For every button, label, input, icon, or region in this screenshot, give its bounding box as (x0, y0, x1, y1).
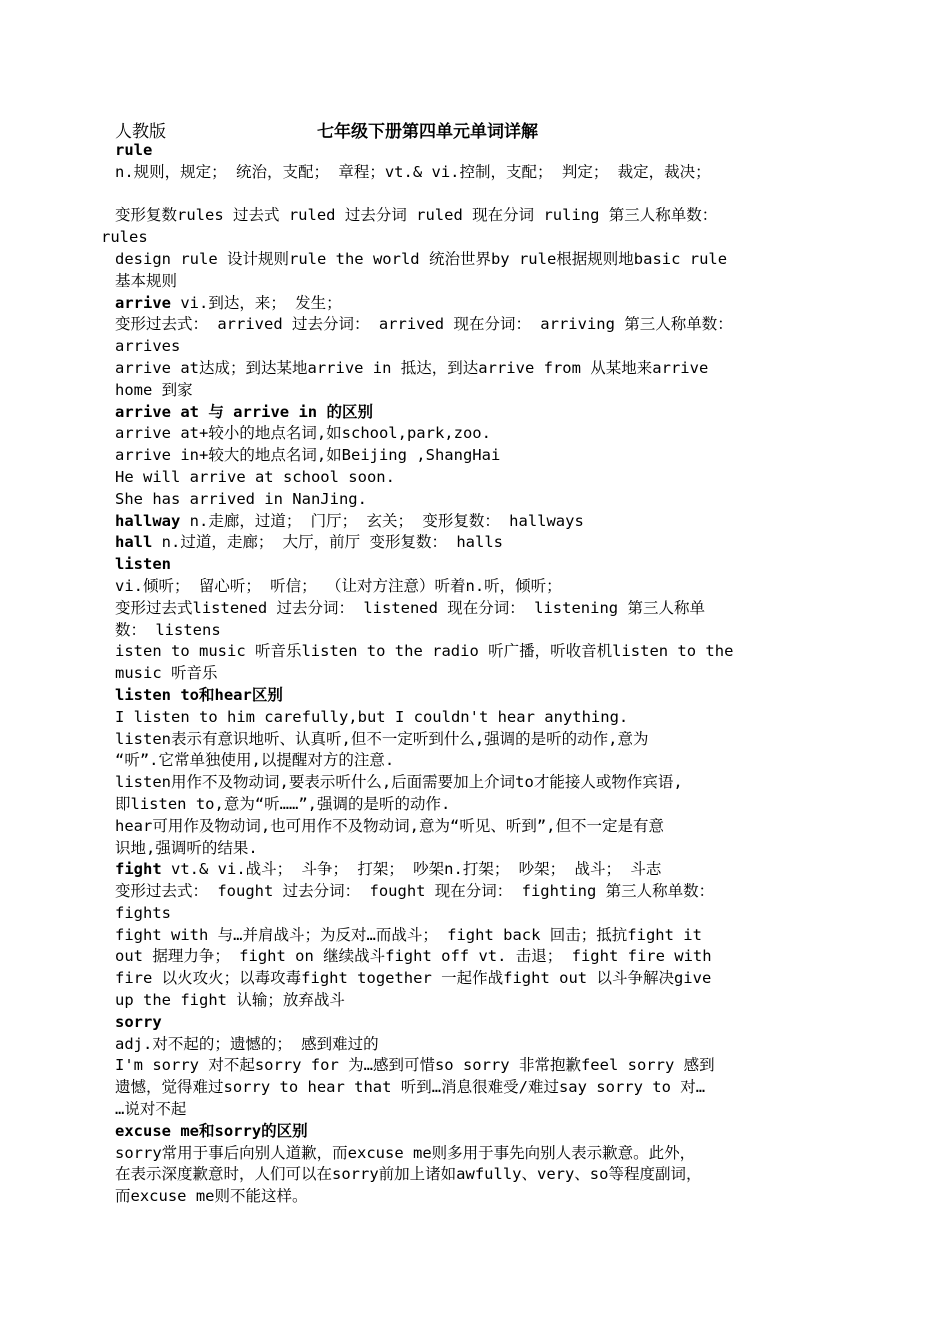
entry-line (115, 293, 820, 315)
document-body (101, 140, 820, 1208)
text-line: 变形过去式： arrived 过去分词： arrived 现在分词： arriving 第三人称单数： (115, 315, 733, 334)
text-line: arrive at达成；到达某地arrive in 抵达，到达arrive from 从某地来arrive (115, 358, 709, 377)
text-line: hear可用作及物动词,也可用作不及物动词,意为“听见、听到”,但不一定是有意 (115, 816, 664, 835)
text-line: 变形过去式listened 过去分词： listened 现在分词： listening 第三人称单 (115, 598, 705, 617)
text-line: I'm sorry 对不起sorry for 为…感到可惜so sorry 非常抱歉feel sorry 感到 (115, 1056, 715, 1075)
definition: vt.& vi.战斗； 斗争； 打架； 吵架n.打架； 吵架； 战斗； 斗志 (161, 860, 662, 879)
text-line: …说对不起 (115, 1100, 187, 1119)
heading-line: excuse me和sorry的区别 (115, 1121, 308, 1140)
text-line: 即listen to,意为“听……”,强调的是听的动作. (115, 794, 451, 813)
definition: vi.到达，来； 发生； (171, 293, 342, 312)
text-line: arrive in+较大的地点名词,如Beijing ,ShangHai (115, 446, 501, 465)
text-line: 基本规则 (115, 271, 178, 290)
text-line: 识地,强调听的结果. (115, 838, 258, 857)
definition: n.过道，走廊； 大厅，前厅 变形复数： halls (152, 533, 503, 552)
text-line: fight with 与…并肩战斗；为反对…而战斗； fight back 回击；抵抗fight it (115, 925, 702, 944)
entry-line (115, 532, 820, 554)
text-line: isten to music 听音乐listen to the radio 听广播，听收音机listen to the (115, 642, 734, 661)
text-line: home 到家 (115, 380, 193, 399)
text-line: listen用作不及物动词,要表示听什么,后面需要加上介词to才能接人或物作宾语, (115, 773, 683, 792)
text-line: sorry常用于事后向别人道歉，而excuse me则多用于事先向别人表示歉意。此外， (115, 1143, 696, 1162)
entry-line (115, 859, 820, 881)
heading-line: listen (115, 555, 171, 574)
blank-line (115, 184, 820, 206)
text-line: “听”.它常单独使用,以提醒对方的注意. (115, 751, 395, 770)
document-header (115, 117, 835, 141)
text-line: out 据理力争； fight on 继续战斗fight off vt. 击退； fight fire with (115, 947, 712, 966)
text-line: He will arrive at school soon. (115, 467, 395, 486)
heading-line: sorry (115, 1012, 162, 1031)
text-line: rules (101, 228, 148, 247)
entry-line (115, 511, 820, 533)
text-line: 变形复数rules 过去式 ruled 过去分词 ruled 现在分词 ruling 第三人称单数： (115, 206, 718, 225)
heading-line: arrive at 与 arrive in 的区别 (115, 402, 373, 421)
definition: n.走廊，过道； 门厅； 玄关； 变形复数： hallways (180, 511, 584, 530)
text-line: She has arrived in NanJing. (115, 489, 367, 508)
headword: hallway (115, 511, 181, 530)
text-line: adj.对不起的；遗憾的； 感到难过的 (115, 1034, 379, 1053)
text-line: 数： listens (115, 620, 221, 639)
text-line: up the fight 认输；放弃战斗 (115, 991, 345, 1010)
text-line: fire 以火攻火；以毒攻毒fight together 一起作战fight out 以斗争解决give (115, 969, 712, 988)
text-line: 变形过去式： fought 过去分词： fought 现在分词： fighting 第三人称单数： (115, 882, 715, 901)
text-line: 在表示深度歉意时，人们可以在sorry前加上诸如awfully、very、so等程度副词， (115, 1165, 702, 1184)
text-line: 而excuse me则不能这样。 (115, 1187, 308, 1206)
text-line: n.规则，规定； 统治，支配； 章程；vt.& vi.控制，支配； 判定； 裁定，裁决； (115, 162, 711, 181)
publisher-label: 人教版 (115, 122, 166, 142)
text-line: listen表示有意识地听、认真听,但不一定听到什么,强调的是听的动作,意为 (115, 729, 649, 748)
text-line: arrive at+较小的地点名词,如school,park,zoo. (115, 424, 491, 443)
text-line: 遗憾，觉得难过sorry to hear that 听到…消息很难受/难过say sorry to 对… (115, 1078, 706, 1097)
text-line: arrives (115, 337, 181, 356)
heading-line: rule (115, 141, 153, 159)
text-line: vi.倾听； 留心听； 听信； （让对方注意）听着n.听，倾听； (115, 576, 562, 595)
text-line: I listen to him carefully,but I couldn't hear anything. (115, 707, 629, 726)
headword: arrive (115, 293, 171, 312)
headword: hall (115, 533, 153, 552)
text-line: design rule 设计规则rule the world 统治世界by rule根据规则地basic rule (115, 249, 728, 268)
text-line: music 听音乐 (115, 664, 218, 683)
headword: fight (115, 860, 162, 879)
heading-line: listen to和hear区别 (115, 685, 283, 704)
text-line: fights (115, 903, 171, 922)
document-title: 七年级下册第四单元单词详解 (317, 122, 538, 142)
